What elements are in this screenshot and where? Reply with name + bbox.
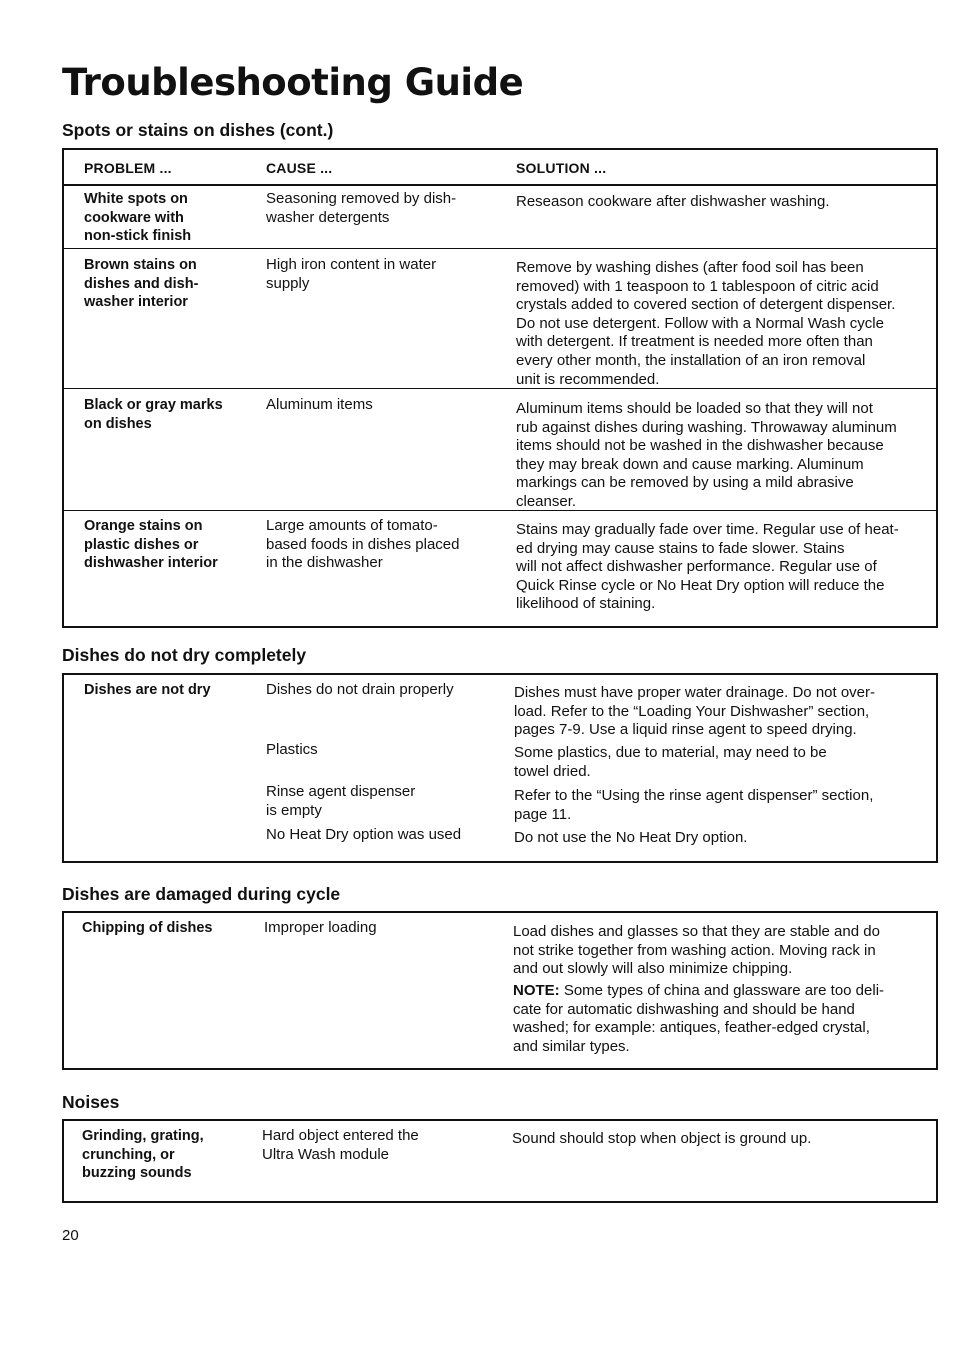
problem-cell: Brown stains on dishes and dish- washer interior <box>84 257 199 311</box>
solution-cell: Stains may gradually fade over time. Regular use of heat- ed drying may cause stains to fade slower. Stains will not affect dishwasher performance. Regular use of Quick Rinse cycle or No Heat Dry option will reduce the likelihood of staining. <box>516 521 899 613</box>
cause-cell: Seasoning removed by dish- washer detergents <box>266 190 457 226</box>
solution-cell: Some plastics, due to material, may need to be towel dried. <box>514 744 827 780</box>
solution-cell: Do not use the No Heat Dry option. <box>514 829 748 846</box>
header-problem: PROBLEM ... <box>84 160 172 176</box>
table-header <box>64 150 936 186</box>
table-noises <box>62 1119 938 1203</box>
row-divider <box>64 510 936 511</box>
cause-cell: Dishes do not drain properly <box>266 681 454 698</box>
page-title: Troubleshooting Guide <box>62 61 524 104</box>
cause-cell: Large amounts of tomato- based foods in dishes placed in the dishwasher <box>266 517 460 572</box>
section-title-spots-stains: Spots or stains on dishes (cont.) <box>62 120 334 140</box>
problem-cell: Black or gray marks on dishes <box>84 397 223 432</box>
note-text: Some types of china and glassware are too deli- cate for automatic dishwashing and should be hand washed; for example: antiques, feather-edged crystal, and similar types. <box>513 982 885 1055</box>
solution-cell: Aluminum items should be loaded so that they will not rub against dishes during washing. Throwaway aluminum items should not be washed in the dishwasher because they may break down and cause marking. Aluminum markings can be removed by using a mild abrasive cleanser. <box>516 400 897 510</box>
solution-cell: Sound should stop when object is ground up. <box>512 1130 812 1147</box>
section-title-not-dry: Dishes do not dry completely <box>62 645 307 665</box>
problem-cell: Grinding, grating, crunching, or buzzing sounds <box>82 1128 204 1182</box>
problem-cell: White spots on cookware with non-stick finish <box>84 191 192 245</box>
cause-cell: Plastics <box>266 741 318 758</box>
solution-cell: Refer to the “Using the rinse agent dispenser” section, page 11. <box>514 787 874 823</box>
note-paragraph <box>513 982 933 1056</box>
solution-cell: Load dishes and glasses so that they are stable and do not strike together from washing action. Moving rack in and out slowly will also minimize chipping. <box>513 923 880 978</box>
cause-cell: Hard object entered the Ultra Wash module <box>262 1127 419 1163</box>
cause-cell: Improper loading <box>264 919 377 936</box>
problem-cell: Chipping of dishes <box>82 920 213 936</box>
solution-cell: Remove by washing dishes (after food soil has been removed) with 1 teaspoon to 1 tablespoon of citric acid crystals added to covered section of detergent dispenser. Do not use detergent. Follow with a Normal Wash cycle with detergent. If treatment is needed more often than every other month, the installation of an iron removal unit is recommended. <box>516 259 896 388</box>
cause-cell: High iron content in water supply <box>266 256 437 292</box>
cause-cell: Rinse agent dispenser is empty <box>266 783 416 819</box>
note-label: NOTE: <box>513 982 560 999</box>
page-number: 20 <box>62 1227 79 1244</box>
problem-cell: Orange stains on plastic dishes or dishwasher interior <box>84 518 218 572</box>
cause-cell: Aluminum items <box>266 396 373 413</box>
cause-cell: No Heat Dry option was used <box>266 826 462 843</box>
section-title-damaged: Dishes are damaged during cycle <box>62 884 341 904</box>
table-spots-stains <box>62 148 938 628</box>
solution-cell: Reseason cookware after dishwasher washing. <box>516 193 830 210</box>
solution-cell: Dishes must have proper water drainage. Do not over- load. Refer to the “Loading Your Dishwasher” section, pages 7-9. Use a liquid rinse agent to speed drying. <box>514 684 876 739</box>
table-damaged <box>62 911 938 1070</box>
table-not-dry <box>62 673 938 863</box>
header-solution: SOLUTION ... <box>516 160 607 176</box>
row-divider <box>64 388 936 389</box>
problem-cell: Dishes are not dry <box>84 682 211 698</box>
row-divider <box>64 248 936 249</box>
section-title-noises: Noises <box>62 1092 120 1112</box>
header-cause: CAUSE ... <box>266 160 333 176</box>
